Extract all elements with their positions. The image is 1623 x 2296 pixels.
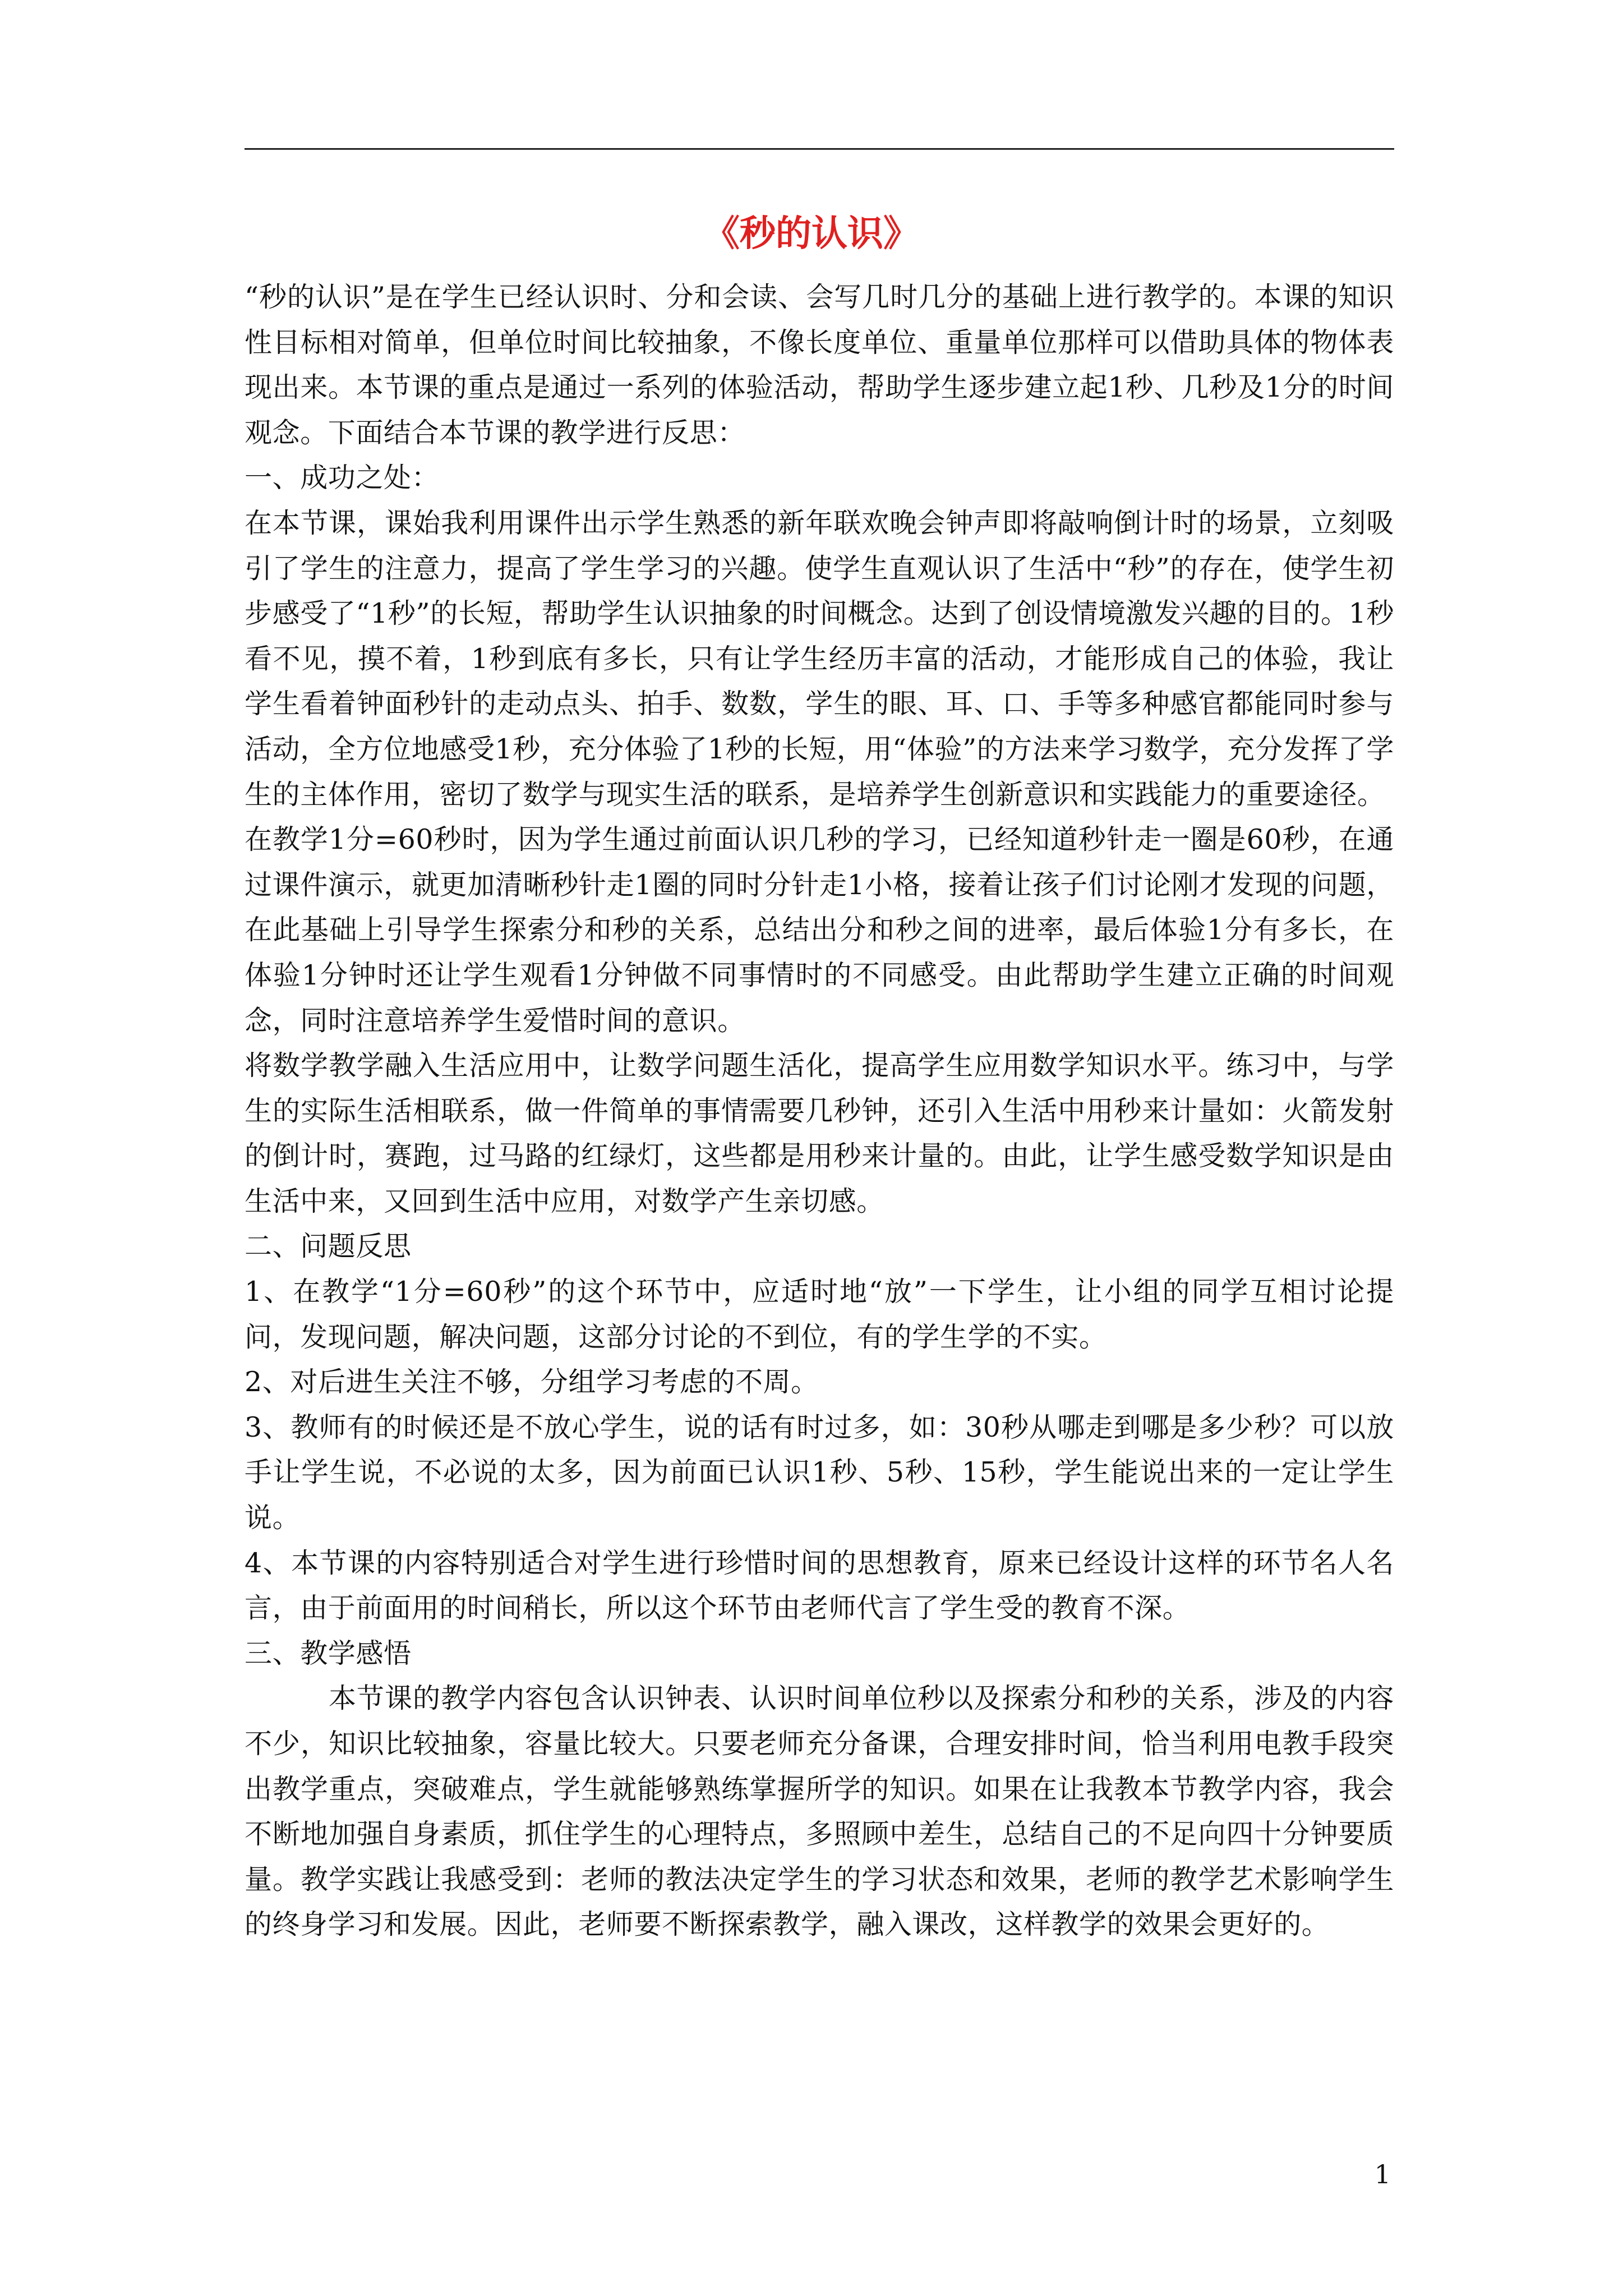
paragraph-problem-2: 2、对后进生关注不够，分组学习考虑的不周。 bbox=[245, 1366, 819, 1398]
document-body bbox=[245, 275, 1394, 1948]
section-heading-success: 一、成功之处： bbox=[245, 462, 440, 494]
section-heading-problems: 二、问题反思 bbox=[245, 1230, 412, 1263]
paragraph-success-1: 在本节课，课始我利用课件出示学生熟悉的新年联欢晚会钟声即将敲响倒计时的场景，立刻吸引了学生的注意力，提高了学生学习的兴趣。使学生直观认识了生活中“秒”的存在，使学生初步感受了“1秒”的长短，帮助学生认识抽象的时间概念。达到了创设情境激发兴趣的目的。1秒看不见，摸不着，1秒到底有多长，只有让学生经历丰富的活动，才能形成自己的体验，我让学生看着钟面秒针的走动点头、拍手、数数，学生的眼、耳、口、手等多种感官都能同时参与活动，全方位地感受1秒，充分体验了1秒的长短，用“体验”的方法来学习数学，充分发挥了学生的主体作用，密切了数学与现实生活的联系，是培养学生创新意识和实践能力的重要途径。 bbox=[245, 507, 1394, 811]
paragraph-success-2: 在教学1分=60秒时，因为学生通过前面认识几秒的学习，已经知道秒针走一圈是60秒，在通过课件演示，就更加清晰秒针走1圈的同时分针走1小格，接着让孩子们讨论刚才发现的问题，在此基础上引导学生探索分和秒的关系，总结出分和秒之间的进率，最后体验1分有多长，在体验1分钟时还让学生观看1分钟做不同事情时的不同感受。由此帮助学生建立正确的时间观念，同时注意培养学生爱惜时间的意识。 bbox=[245, 823, 1394, 1037]
document-title: 《秒的认识》 bbox=[704, 213, 919, 255]
paragraph-problem-1: 1、在教学“1分=60秒”的这个环节中，应适时地“放”一下学生，让小组的同学互相讨论提问，发现问题，解决问题，这部分讨论的不到位，有的学生学的不实。 bbox=[245, 1276, 1394, 1353]
section-heading-insights: 三、教学感悟 bbox=[245, 1637, 412, 1669]
header-rule bbox=[245, 148, 1394, 150]
paragraph-insights: 本节课的教学内容包含认识钟表、认识时间单位秒以及探索分和秒的关系，涉及的内容不少，知识比较抽象，容量比较大。只要老师充分备课，合理安排时间，恰当利用电教手段突出教学重点，突破难点，学生就能够熟练掌握所学的知识。如果在让我教本节教学内容，我会不断地加强自身素质，抓住学生的心理特点，多照顾中差生，总结自己的不足向四十分钟要质量。教学实践让我感受到：老师的教法决定学生的学习状态和效果，老师的教学艺术影响学生的终身学习和发展。因此，老师要不断探索教学，融入课改，这样教学的效果会更好的。 bbox=[245, 1682, 1394, 1941]
paragraph-intro: “秒的认识”是在学生已经认识时、分和会读、会写几时几分的基础上进行教学的。本课的知识性目标相对简单，但单位时间比较抽象，不像长度单位、重量单位那样可以借助具体的物体表现出来。本节课的重点是通过一系列的体验活动，帮助学生逐步建立起1秒、几秒及1分的时间观念。下面结合本节课的教学进行反思： bbox=[245, 281, 1394, 449]
paragraph-success-3: 将数学教学融入生活应用中，让数学问题生活化，提高学生应用数学知识水平。练习中，与学生的实际生活相联系，做一件简单的事情需要几秒钟，还引入生活中用秒来计量如：火箭发射的倒计时，赛跑，过马路的红绿灯，这些都是用秒来计量的。由此，让学生感受数学知识是由生活中来，又回到生活中应用，对数学产生亲切感。 bbox=[245, 1050, 1394, 1217]
paragraph-problem-3: 3、教师有的时候还是不放心学生，说的话有时过多，如：30秒从哪走到哪是多少秒？可以放手让学生说，不必说的太多，因为前面已认识1秒、5秒、15秒，学生能说出来的一定让学生说。 bbox=[245, 1411, 1394, 1534]
page-number: 1 bbox=[1374, 2159, 1391, 2189]
paragraph-problem-4: 4、本节课的内容特别适合对学生进行珍惜时间的思想教育，原来已经设计这样的环节名人名言，由于前面用的时间稍长，所以这个环节由老师代言了学生受的教育不深。 bbox=[245, 1547, 1394, 1625]
